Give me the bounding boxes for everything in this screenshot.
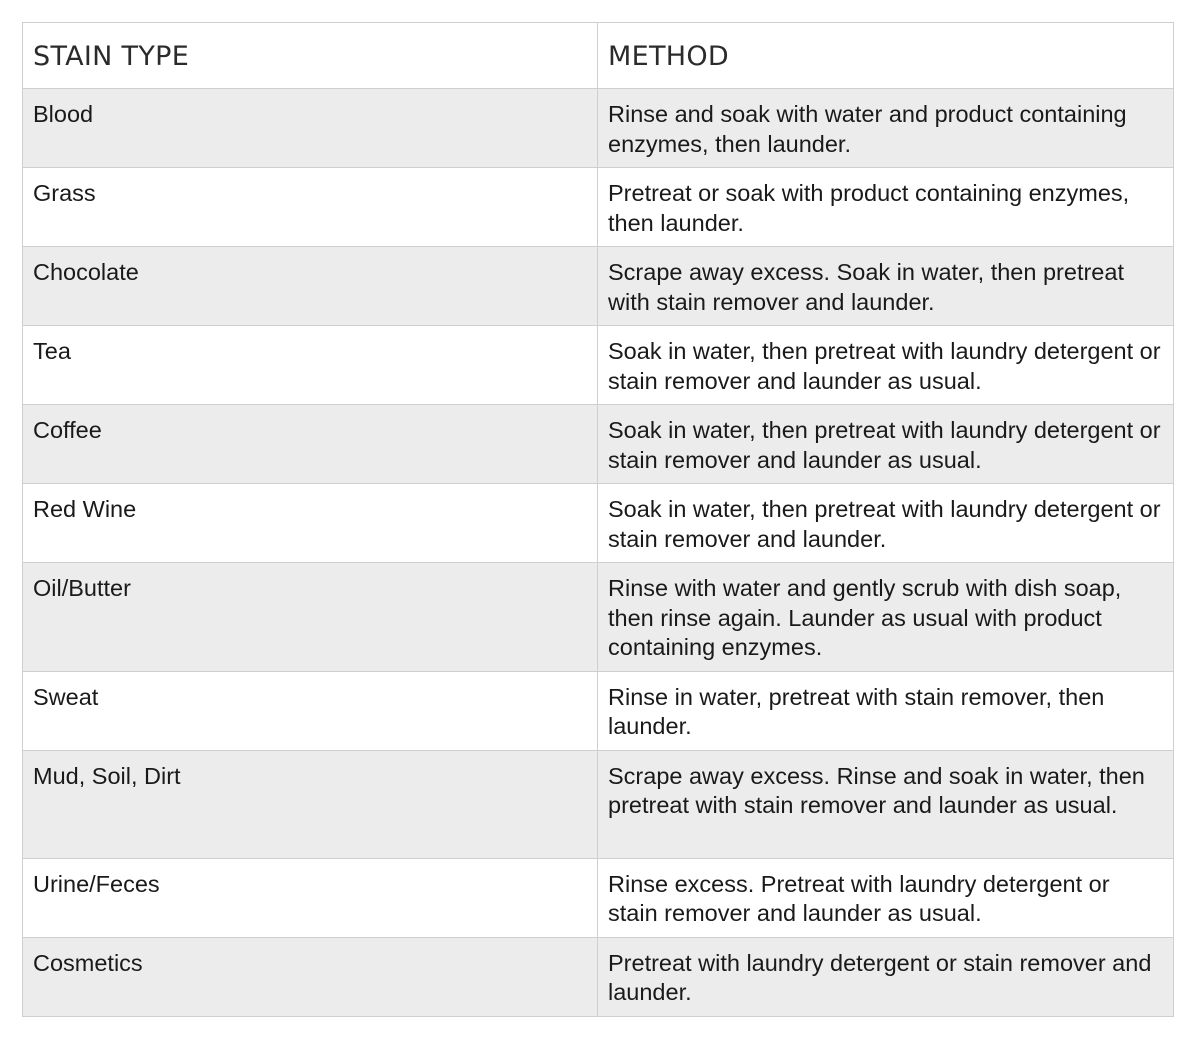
stain-cell: Urine/Feces <box>23 858 598 937</box>
method-cell: Scrape away excess. Rinse and soak in water, then pretreat with stain remover and launder as usual. <box>598 750 1174 858</box>
method-cell: Rinse in water, pretreat with stain remover, then launder. <box>598 671 1174 750</box>
method-cell: Soak in water, then pretreat with laundry detergent or stain remover and launder as usual. <box>598 326 1174 405</box>
stain-cell: Chocolate <box>23 247 598 326</box>
table-row <box>23 858 1174 937</box>
table-row <box>23 89 1174 168</box>
table-row <box>23 405 1174 484</box>
stain-cell: Cosmetics <box>23 937 598 1016</box>
stain-cell: Tea <box>23 326 598 405</box>
stain-cell: Blood <box>23 89 598 168</box>
method-cell: Rinse excess. Pretreat with laundry detergent or stain remover and launder as usual. <box>598 858 1174 937</box>
table-header-row <box>23 23 1174 89</box>
method-cell: Rinse with water and gently scrub with dish soap, then rinse again. Launder as usual with product containing enzymes. <box>598 563 1174 672</box>
stain-cell: Red Wine <box>23 484 598 563</box>
method-cell: Rinse and soak with water and product containing enzymes, then launder. <box>598 89 1174 168</box>
table-row <box>23 326 1174 405</box>
table-row <box>23 671 1174 750</box>
table-row <box>23 750 1174 858</box>
stain-table <box>22 22 1174 1017</box>
method-cell: Soak in water, then pretreat with laundry detergent or stain remover and launder. <box>598 484 1174 563</box>
table-row <box>23 247 1174 326</box>
method-cell: Soak in water, then pretreat with laundry detergent or stain remover and launder as usual. <box>598 405 1174 484</box>
method-cell: Pretreat or soak with product containing enzymes, then launder. <box>598 168 1174 247</box>
table-row <box>23 937 1174 1016</box>
stain-cell: Coffee <box>23 405 598 484</box>
method-cell: Pretreat with laundry detergent or stain remover and launder. <box>598 937 1174 1016</box>
table-row <box>23 484 1174 563</box>
table-row <box>23 168 1174 247</box>
stain-cell: Grass <box>23 168 598 247</box>
header-method: METHOD <box>598 23 1174 89</box>
stain-cell: Oil/Butter <box>23 563 598 672</box>
stain-cell: Mud, Soil, Dirt <box>23 750 598 858</box>
stain-cell: Sweat <box>23 671 598 750</box>
method-cell: Scrape away excess. Soak in water, then pretreat with stain remover and launder. <box>598 247 1174 326</box>
table-row <box>23 563 1174 672</box>
header-stain-type: STAIN TYPE <box>23 23 598 89</box>
